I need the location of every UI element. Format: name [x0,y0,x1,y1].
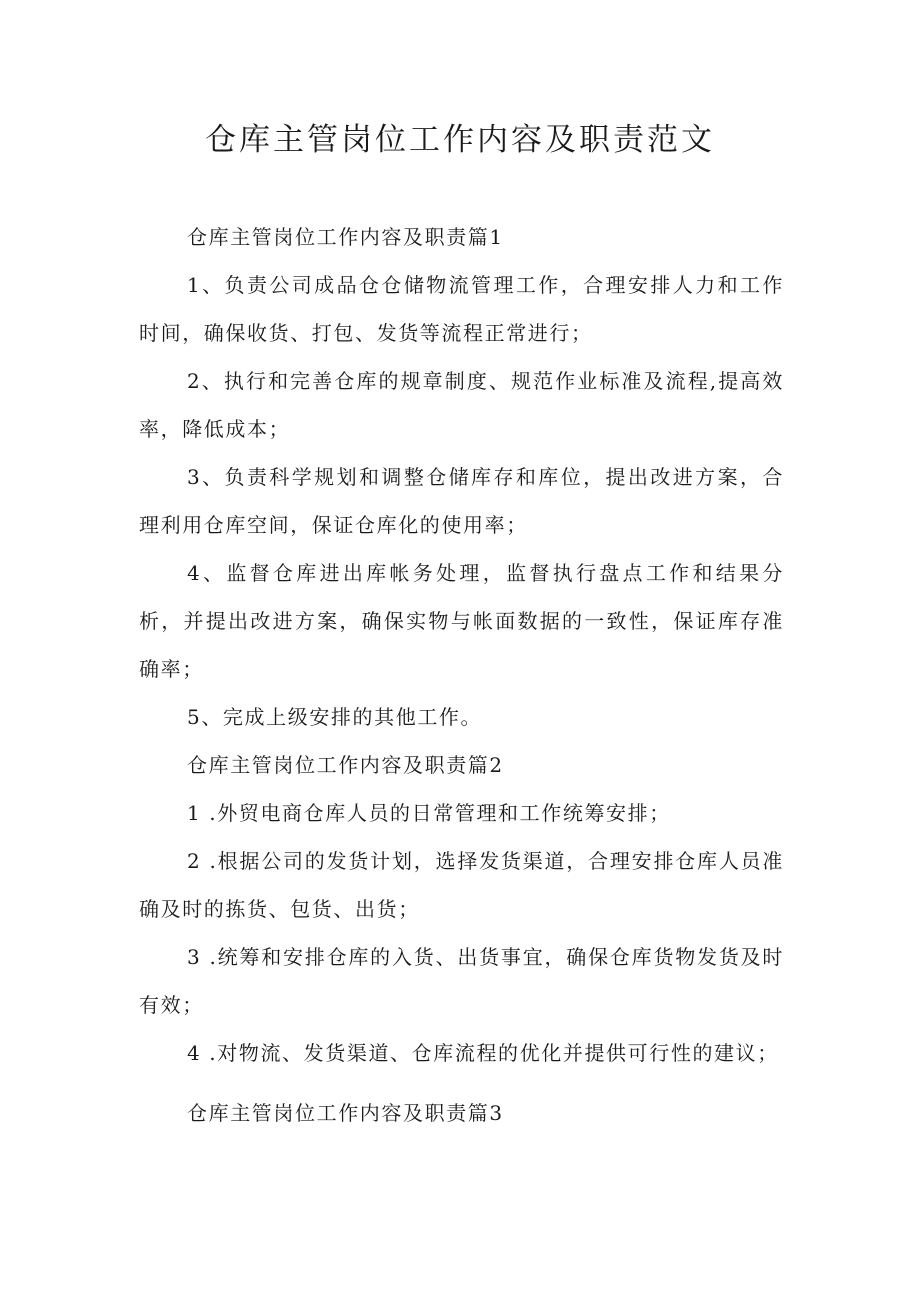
list-item: 1 .外贸电商仓库人员的日常管理和工作统筹安排； [187,801,671,825]
list-item: 5、完成上级安排的其他工作。 [187,705,483,729]
list-item: 4、监督仓库进出库帐务处理，监督执行盘点工作和结果分析，并提出改进方案，确保实物与帐面数据的一致性，保证库存准确率； [139,561,784,681]
document-body [139,213,784,1137]
list-item: 2 .根据公司的发货计划，选择发货渠道，合理安排仓库人员准确及时的拣货、包货、出货； [139,849,784,921]
list-item: 1、负责公司成品仓仓储物流管理工作，合理安排人力和工作时间，确保收货、打包、发货等流程正常进行； [139,273,784,345]
list-item: 2、执行和完善仓库的规章制度、规范作业标准及流程,提高效率，降低成本； [139,369,784,441]
list-item: 3、负责科学规划和调整仓储库存和库位，提出改进方案，合理利用仓库空间，保证仓库化的使用率； [139,465,784,537]
list-item: 4 .对物流、发货渠道、仓库流程的优化并提供可行性的建议； [187,1041,779,1065]
section-heading: 仓库主管岗位工作内容及职责篇3 [187,1101,504,1125]
section-heading: 仓库主管岗位工作内容及职责篇1 [187,225,504,249]
section-heading: 仓库主管岗位工作内容及职责篇2 [187,753,504,777]
document-title: 仓库主管岗位工作内容及职责范文 [205,122,715,158]
list-item: 3 .统筹和安排仓库的入货、出货事宜，确保仓库货物发货及时有效； [139,945,784,1017]
